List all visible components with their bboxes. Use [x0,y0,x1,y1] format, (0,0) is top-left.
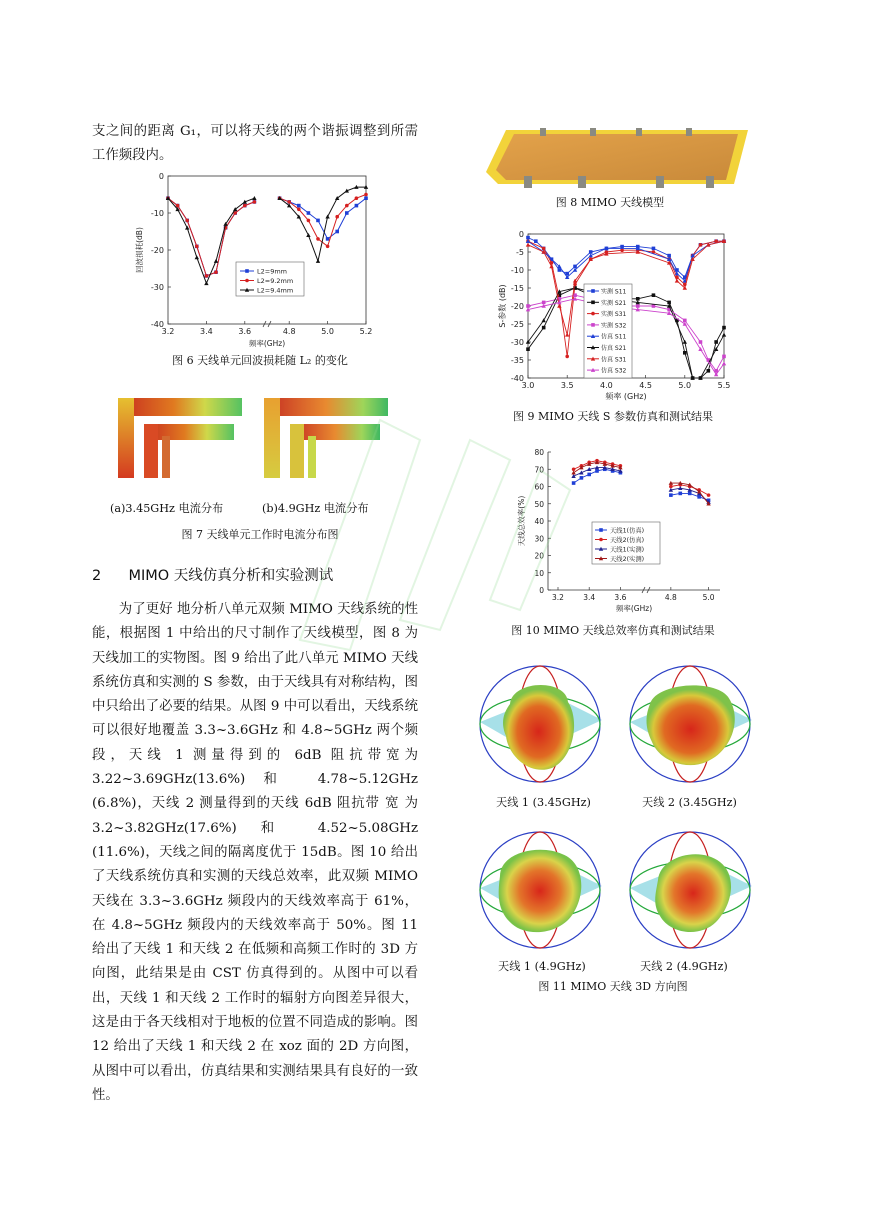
fig9-point [722,333,726,337]
fig9-point [722,355,726,359]
fig9-point [565,333,569,337]
fig10-point [572,481,576,485]
fig7-current-a [114,396,246,480]
radiation-blob [499,850,582,932]
fig9-point [573,265,577,269]
fig8-antenna-photo [486,124,748,192]
fig9-point [620,248,624,252]
fig6-line-high [280,187,366,261]
fig10-legend-label: 天线2(仿真) [610,537,645,544]
fig9-legend-label: 仿真 S31 [601,356,627,364]
fig9-point [549,264,553,268]
fig9-ytick-label: 0 [518,230,524,239]
fig9-chart [496,228,736,403]
fig9-point [699,340,703,344]
fig6-xtick-label: 5.2 [359,327,373,336]
fig7-subcaption-b: (b)4.9GHz 电流分布 [262,502,369,515]
fig7a-left-arm [118,398,134,478]
fig9-point [541,318,545,322]
fig9-legend-box [584,284,632,378]
fig6-point [355,196,359,200]
fig8-board [496,134,738,180]
fig6-point [287,200,291,204]
fig6-xtick-label: 3.4 [200,327,213,336]
fig6-ytick-label: -30 [150,283,164,292]
fig9-legend-label: 实测 S31 [601,311,627,319]
fig6-point [214,259,218,263]
fig6-legend-label: L2=9mm [257,267,288,276]
fig9-point [667,301,671,305]
fig10-xlabel: 频率(GHz) [615,604,653,613]
fig6-point [316,237,320,241]
fig9-ytick-label: -30 [510,338,524,347]
fig9-legend-label: 实测 S21 [601,299,627,307]
fig10-point [688,492,692,496]
fig9-series-4 [526,239,726,283]
fig6-point [297,208,301,212]
fig7-current-b [260,396,392,480]
fig11-label-3: 天线 1 (4.9GHz) [498,960,586,973]
fig10-legend-marker [599,538,603,542]
fig9-ytick-label: -10 [510,266,524,275]
fig9-point [534,239,538,243]
fig6-point [364,196,368,200]
fig6-point [345,211,349,215]
fig6-point [326,237,330,241]
fig11-pattern-ant1-low [470,660,610,788]
fig6-point [214,270,218,274]
body-column [92,598,418,1108]
fig10-point [595,469,599,473]
fig6-xtick-label: 4.8 [282,327,296,336]
fig9-legend-marker [591,289,595,293]
fig9-xtick-label: 3.5 [560,381,574,390]
fig6-ytick-label: -10 [150,209,164,218]
fig11-pattern-ant2-high [620,826,760,954]
fig9-point [714,340,718,344]
fig9-ytick-label: -20 [510,302,524,311]
fig11-pattern-ant2-low [620,660,760,788]
fig9-point [683,351,687,355]
fig6-legend-label: L2=9.2mm [257,277,294,285]
fig10-ytick-label: 80 [534,448,544,457]
fig6-xtick-label: 3.2 [161,327,175,336]
fig9-legend-marker [591,312,595,316]
fig10-ytick-label: 20 [534,551,544,561]
fig9-point [620,245,624,249]
fig6-point [335,215,339,219]
fig6-legend-label: L2=9.4mm [257,286,294,295]
fig9-xtick-label: 3.0 [521,381,535,390]
fig10-ytick-label: 70 [534,465,544,475]
fig9-ytick-label: -15 [510,284,524,293]
fig9-point [683,340,687,344]
fig9-legend-label: 仿真 S11 [601,333,627,341]
fig10-legend-label: 天线2(实测) [610,556,645,563]
fig10-point [697,495,701,499]
fig6-chart [130,168,380,348]
radiation-blob [503,685,574,770]
fig11-label-2: 天线 2 (3.45GHz) [642,796,737,809]
fig10-xtick-label: 3.2 [552,593,564,602]
fig7a-top-arm [118,398,242,416]
fig9-point [636,304,640,308]
fig6-point [195,255,199,259]
fig9-point [707,369,711,373]
fig6-point [306,233,310,237]
fig7b-inner-leg [308,436,316,478]
fig10-point [678,492,682,496]
fig7-caption: 图 7 天线单元工作时电流分布图 [181,528,339,541]
fig6-point [176,204,180,208]
fig9-legend-label: 仿真 S32 [601,367,627,375]
fig9-point [565,355,569,359]
fig6-point [326,245,330,249]
fig9-point [698,347,702,351]
fig9-point [526,243,530,247]
fig10-ylabel: 天线总效率(%) [517,495,526,547]
fig9-point [699,243,703,247]
fig10-ytick-label: 40 [534,517,544,526]
left-column [92,122,418,169]
fig9-point [722,326,726,330]
intro-paragraph: 支之间的距离 G₁，可以将天线的两个谐振调整到所需工作频段内。 [92,124,418,164]
fig9-point [652,293,656,297]
fig6-point [307,211,311,215]
fig9-xtick-label: 5.5 [717,381,731,390]
fig9-point [652,247,656,251]
fig9-xtick-label: 4.0 [600,381,613,390]
fig10-point [669,493,673,497]
fig10-chart [514,446,726,618]
fig9-point [526,347,530,351]
fig9-legend-label: 实测 S32 [601,322,627,330]
fig10-xtick-label: 5.0 [702,593,715,602]
fig9-point [542,247,546,251]
fig6-xtick-label: 3.6 [238,327,252,336]
fig6-legend-marker [245,269,249,273]
fig9-point [573,293,577,297]
fig10-point [678,486,682,490]
fig6-point [364,193,368,197]
fig9-legend-marker [591,323,595,327]
fig6-ytick-label: -40 [150,320,164,329]
fig6-legend-marker [245,279,249,283]
fig10-point [580,476,584,480]
fig9-caption: 图 9 MIMO 天线 S 参数仿真和测试结果 [513,410,713,423]
fig10-legend-label: 天线1(仿真) [610,527,645,535]
fig10-legend [592,522,660,564]
fig9-point [526,236,530,240]
fig10-caption: 图 10 MIMO 天线总效率仿真和测试结果 [511,624,715,637]
fig10-ytick-label: 0 [539,586,544,595]
fig6-xtick-label: 5.0 [321,327,334,336]
fig9-ytick-label: -25 [510,320,524,329]
fig6-ytick-label: 0 [158,172,164,181]
fig6-point [205,274,209,278]
fig9-xtick-label: 4.5 [639,381,652,390]
fig10-series-3 [571,460,710,505]
fig7a-mid-leg [144,424,158,478]
body-paragraph: 为了更好 地分析八单元双频 MIMO 天线系统的性能，根据图 1 中给出的尺寸制作了天线模型，图 8 为天线加工的实物图。图 9 给出了此八单元 MIMO 天线系统仿真和实测的 S 参数，由于天线具有对称结构，图中只给出了必要的结果。从图 9 中可以看出，天线系统可以很好地覆盖 3.3~3.6GHz 和 4.8~5GHz 两个频段，天线 1 测量得到的 6dB 阻抗带宽为 3.22~3.69GHz(13.6%)和 4.78~5.12GHz (6.8%)，天线 2 测量得到的天线 6dB 阻抗带 宽 为 3.2~3.82GHz(17.6%) 和 4.52~5.08GHz (11.6%)，天线之间的隔离度优于 15dB。图 10 给出了天线系统仿真和实测的天线总效率，此双频 MIMO 天线在 3.3~3.6GHz 频段内的天线效率高于 61%，在 4.8~5GHz 频段内的天线效率高于 50%。图 11 给出了天线 1 和天线 2 在低频和高频工作时的 3D 方向图，此结果是由 CST 仿真得到的。从图中可以看出，天线 1 和天线 2 工作时的辐射方向图差异很大，这是由于各天线相对于地板的位置不同造成的影响。图 12 给出了天线 1 和天线 2 在 xoz 面的 2D 方向图，从图中可以看出，仿真结果和实测结果具有良好的一致性。 [92,602,418,1103]
fig6-point [204,281,208,285]
fig10-ytick-label: 50 [534,499,544,509]
fig9-series-0 [526,236,726,279]
fig6-point [307,219,311,223]
fig6-point [253,200,257,204]
fig6-point [345,204,349,208]
fig9-xlabel: 频率 (GHz) [605,392,647,401]
fig11-label-4: 天线 2 (4.9GHz) [640,960,728,973]
fig9-ytick-label: -40 [510,374,524,383]
fig9-legend-label: 仿真 S21 [601,345,627,352]
fig10-point [571,471,575,475]
fig9-point [589,250,593,254]
section-heading [92,564,333,585]
radiation-blob [655,854,731,932]
fig6-point [185,219,189,223]
fig10-xtick-label: 4.8 [664,593,677,602]
fig10-point [707,493,711,497]
fig10-xtick-label: 3.4 [583,593,596,602]
fig11-label-1: 天线 1 (3.45GHz) [496,796,591,809]
fig6-point [297,204,301,208]
fig6-caption: 图 6 天线单元回波损耗随 L₂ 的变化 [172,354,348,367]
fig9-point [683,319,687,323]
fig6-point [355,204,359,208]
fig9-legend-label: 实测 S11 [601,288,627,296]
radiation-blob [647,685,735,765]
fig9-legend-marker [591,301,595,305]
fig9-legend [584,284,632,378]
fig7b-left-arm [264,398,280,478]
fig10-point [587,473,591,477]
section-title: MIMO 天线仿真分析和实验测试 [128,568,334,584]
fig9-point [542,301,546,305]
fig9-point [667,254,671,258]
fig10-ytick-label: 10 [534,568,544,578]
fig7b-mid-leg [290,424,304,478]
fig9-point [636,297,640,301]
fig6-point [316,259,320,263]
fig6-ytick-label: -20 [150,246,164,255]
fig6-point [195,245,199,249]
fig6-point [252,196,256,200]
fig10-legend-marker [599,528,603,532]
fig9-ytick-label: -5 [516,248,524,257]
fig6-point [335,230,339,234]
fig6-point [325,215,329,219]
fig9-point [542,326,546,330]
fig6-xlabel: 频率(GHz) [248,339,286,348]
fig9-point [722,361,726,365]
fig10-legend-label: 天线1(实测) [610,546,645,554]
section-number: 2 [92,568,102,584]
fig6-point [243,204,247,208]
fig11-pattern-ant1-high [470,826,610,954]
fig6-point [316,219,320,223]
fig6-point [185,226,189,230]
fig9-ylabel: S-参数 (dB) [498,284,507,328]
fig7a-inner-leg [162,436,170,478]
fig6-ylabel: 回波损耗(dB) [135,227,144,273]
fig7-subcaption-a: (a)3.45GHz 电流分布 [110,502,224,515]
fig7b-top-arm [264,398,388,416]
fig9-point [526,304,530,308]
fig9-ytick-label: -35 [510,356,524,365]
fig11-caption: 图 11 MIMO 天线 3D 方向图 [538,980,688,993]
fig10-xtick-label: 3.6 [614,593,627,602]
fig9-xtick-label: 5.0 [678,381,692,390]
fig10-ytick-label: 30 [534,534,544,544]
fig8-caption: 图 8 MIMO 天线模型 [555,196,665,209]
fig9-point [557,304,561,308]
fig10-ytick-label: 60 [534,482,544,492]
fig6-legend [236,262,304,296]
